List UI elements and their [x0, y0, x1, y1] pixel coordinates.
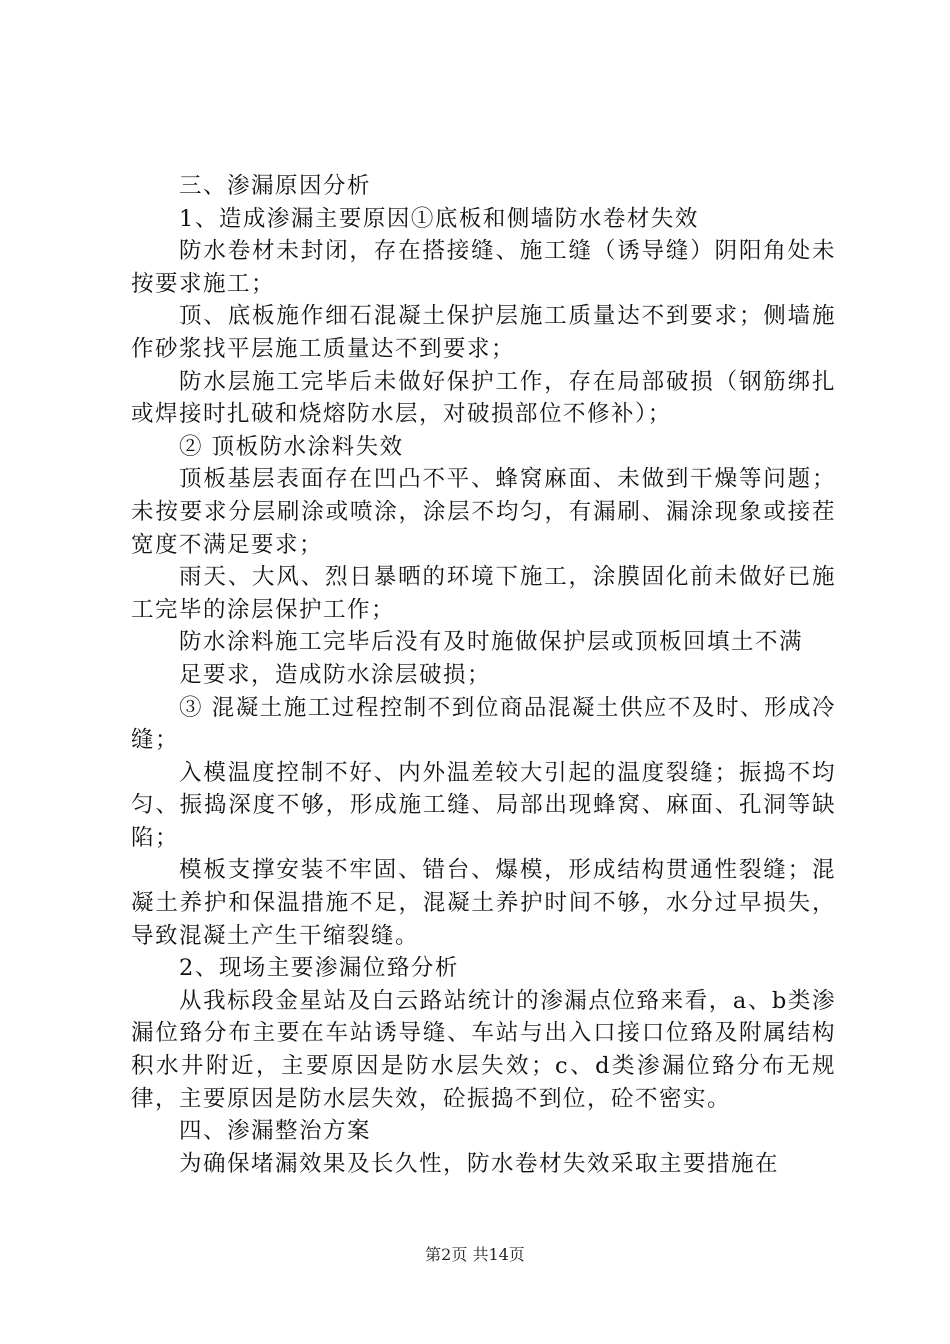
paragraph: 顶板基层表面存在凹凸不平、蜂窝麻面、未做到干燥等问题；未按要求分层刷涂或喷涂，涂层不均匀，有漏刷、漏涂现象或接茬宽度不满足要求；: [131, 466, 836, 558]
page-footer: 第2页 共14页: [425, 1245, 525, 1264]
paragraph: 入模温度控制不好、内外温差较大引起的温度裂缝；振捣不均匀、振捣深度不够，形成施工缝、局部出现蜂窝、麻面、孔洞等缺陷；: [131, 759, 836, 851]
paragraph: 防水涂料施工完毕后没有及时施做保护层或顶板回填土不满: [179, 629, 804, 656]
paragraph: 顶、底板施作细石混凝土保护层施工质量达不到要求；侧墙施作砂浆找平层施工质量达不到要求；: [131, 303, 836, 362]
paragraph: 从我标段金星站及白云路站统计的渗漏点位臵来看，a、b类渗漏位臵分布主要在车站诱导缝、车站与出入口接口位臵及附属结构积水井附近，主要原因是防水层失效；c、d类渗漏位臵分布无规律，主要原因是防水层失效，砼振捣不到位，砼不密实。: [131, 987, 836, 1112]
paragraph: ② 顶板防水涂料失效: [179, 433, 404, 460]
paragraph: 足要求，造成防水涂层破损；: [179, 661, 492, 688]
paragraph: 1、造成渗漏主要原因①底板和侧墙防水卷材失效: [179, 205, 699, 232]
paragraph: 模板支撑安装不牢固、错台、爆模，形成结构贯通性裂缝；混凝土养护和保温措施不足，混凝土养护时间不够，水分过早损失，导致混凝土产生干缩裂缝。: [131, 857, 836, 949]
document-body: [131, 170, 836, 1180]
paragraph: 2、现场主要渗漏位臵分析: [179, 955, 459, 982]
paragraph: 防水卷材未封闭，存在搭接缝、施工缝（诱导缝）阴阳角处未按要求施工；: [131, 238, 836, 297]
paragraph: ③ 混凝土施工过程控制不到位商品混凝土供应不及时、形成冷缝；: [131, 694, 836, 754]
paragraph: 防水层施工完毕后未做好保护工作，存在局部破损（钢筋绑扎或焊接时扎破和烧熔防水层，对破损部位不修补）；: [131, 368, 836, 428]
paragraph: 为确保堵漏效果及长久性，防水卷材失效采取主要措施在: [179, 1150, 780, 1177]
section-heading-leak-causes: 三、渗漏原因分析: [179, 173, 372, 199]
section-heading-remediation-plan: 四、渗漏整治方案: [179, 1118, 372, 1145]
paragraph: 雨天、大风、烈日暴晒的环境下施工，涂膜固化前未做好已施工完毕的涂层保护工作；: [131, 564, 836, 623]
